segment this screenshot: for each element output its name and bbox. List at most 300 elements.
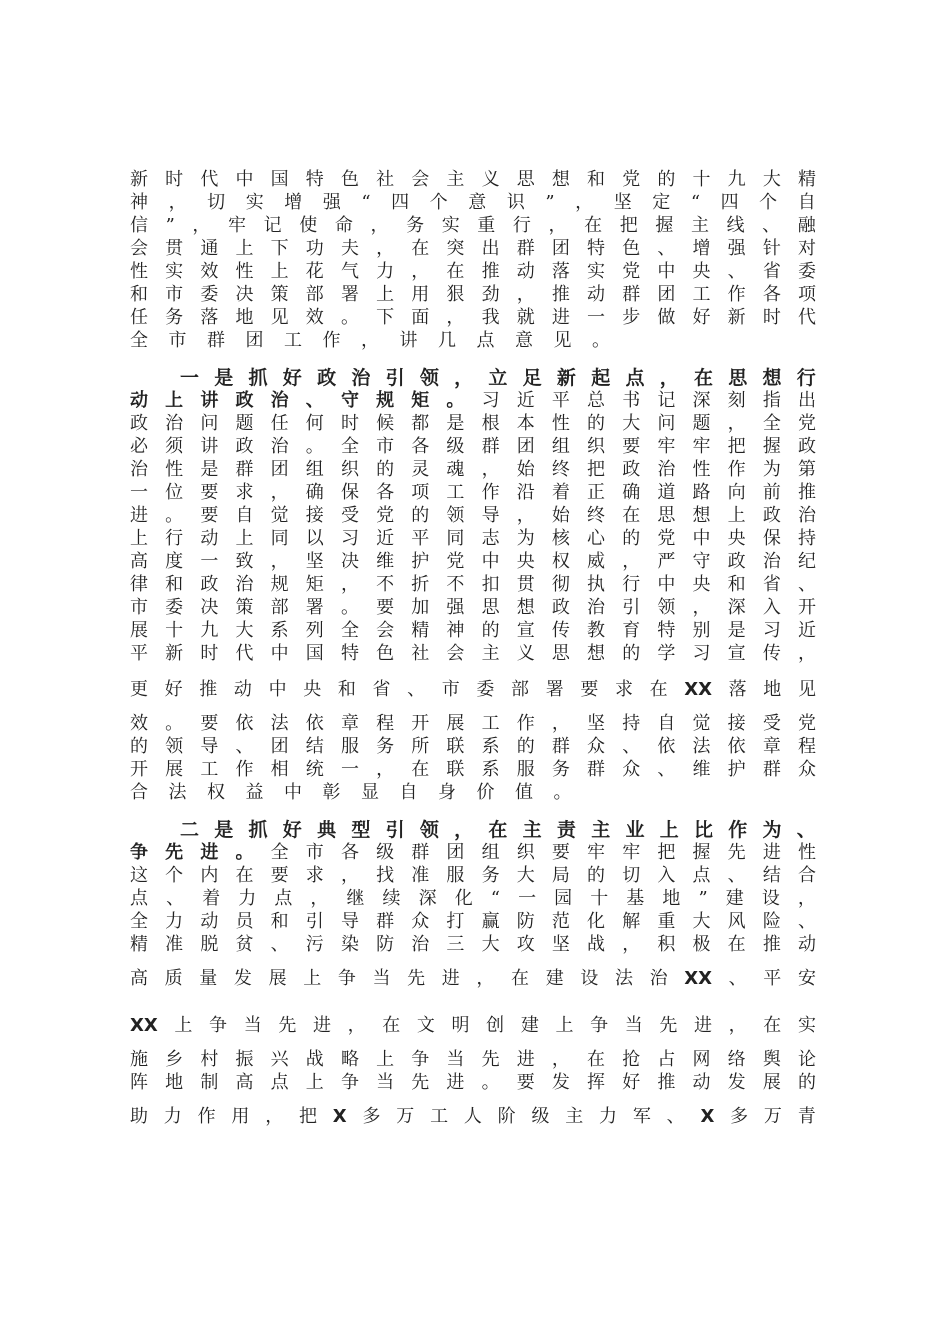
glyph: 发 [551, 1072, 570, 1093]
glyph: ， [454, 367, 474, 389]
glyph: 、 [727, 261, 746, 282]
glyph: 引 [385, 367, 405, 389]
glyph: 团 [446, 842, 465, 863]
glyph: 染 [340, 934, 359, 955]
glyph: 、 [797, 574, 816, 595]
glyph: 动 [200, 911, 219, 932]
glyph: 在 [727, 934, 746, 955]
glyph: 意 [515, 330, 533, 351]
glyph: 合 [797, 865, 816, 886]
glyph: 都 [411, 413, 430, 434]
glyph: 展 [165, 759, 184, 780]
glyph: 新 [556, 367, 576, 389]
glyph: 团 [516, 436, 535, 457]
glyph: 狠 [446, 284, 465, 305]
glyph: 一 [130, 482, 148, 503]
text-line [130, 283, 816, 307]
glyph: 主 [446, 169, 465, 190]
glyph: 进 [200, 842, 219, 863]
glyph: 中 [235, 169, 254, 190]
text-line [130, 191, 816, 215]
glyph: 点 [270, 1072, 289, 1093]
glyph: 级 [531, 1106, 550, 1127]
glyph: XX [130, 1015, 158, 1036]
glyph: 万 [763, 1106, 782, 1127]
glyph: 、 [727, 865, 746, 886]
glyph: 建 [520, 1015, 539, 1036]
glyph: ， [551, 1049, 570, 1070]
glyph: ， [516, 505, 535, 526]
glyph: 基 [626, 888, 645, 909]
glyph: 增 [284, 192, 303, 213]
text-line [130, 1048, 816, 1072]
glyph: 政 [797, 436, 816, 457]
glyph: 以 [305, 528, 324, 549]
glyph: 委 [165, 597, 184, 618]
glyph: 化 [587, 911, 606, 932]
glyph: 村 [200, 1049, 219, 1070]
glyph: 思 [551, 643, 570, 664]
glyph: 身 [438, 782, 456, 803]
glyph: 定 [652, 192, 671, 213]
glyph: 党 [797, 713, 816, 734]
glyph: 在 [693, 367, 713, 389]
glyph: 用 [411, 284, 430, 305]
glyph: 别 [692, 620, 711, 641]
glyph: 要 [376, 597, 395, 618]
glyph: 建 [545, 968, 564, 989]
glyph: 各 [340, 842, 359, 863]
glyph: ， [622, 551, 641, 572]
glyph: 略 [340, 1049, 359, 1070]
glyph: 志 [481, 528, 500, 549]
glyph: 市 [130, 597, 148, 618]
glyph: 结 [305, 736, 324, 757]
glyph: 动 [587, 284, 606, 305]
glyph: 会 [411, 169, 430, 190]
text-line [130, 573, 816, 597]
glyph: 度 [165, 551, 184, 572]
glyph: 市 [305, 842, 324, 863]
glyph: 为 [516, 528, 535, 549]
glyph: 争 [130, 842, 148, 863]
glyph: 各 [376, 482, 395, 503]
glyph: 新 [727, 307, 746, 328]
glyph: 主 [591, 819, 611, 841]
glyph: 出 [481, 238, 500, 259]
glyph: 依 [235, 713, 254, 734]
glyph: 合 [130, 782, 148, 803]
glyph: 先 [481, 1049, 500, 1070]
glyph: 求 [235, 482, 254, 503]
glyph: 力 [163, 1106, 182, 1127]
glyph: 项 [411, 482, 430, 503]
glyph: 问 [657, 413, 676, 434]
glyph: 一 [587, 307, 606, 328]
text-line [130, 214, 816, 238]
glyph: 记 [657, 390, 676, 411]
glyph: 在 [382, 1015, 401, 1036]
glyph: ， [659, 367, 679, 389]
glyph: 行 [796, 367, 816, 389]
glyph: 工 [446, 482, 465, 503]
glyph: 九 [727, 169, 746, 190]
glyph: 想 [551, 169, 570, 190]
text-line [130, 481, 816, 505]
glyph: ， [411, 261, 430, 282]
glyph: 抓 [248, 367, 268, 389]
glyph: 市 [168, 330, 187, 351]
glyph: 阵 [130, 1072, 148, 1093]
glyph: 质 [164, 968, 183, 989]
glyph: 作 [727, 284, 746, 305]
glyph: 大 [235, 620, 254, 641]
glyph: 局 [551, 865, 570, 886]
glyph: 保 [762, 528, 781, 549]
glyph: 创 [486, 1015, 505, 1036]
glyph: 推 [657, 1072, 676, 1093]
glyph: ， [575, 192, 594, 213]
glyph: 比 [693, 819, 713, 841]
glyph: 各 [762, 284, 781, 305]
glyph: 线 [726, 215, 745, 236]
glyph: 章 [340, 713, 359, 734]
glyph: 园 [554, 888, 573, 909]
glyph: 策 [235, 597, 254, 618]
glyph: 程 [376, 713, 395, 734]
glyph: ， [376, 759, 395, 780]
glyph: 深 [418, 888, 437, 909]
glyph: 会 [376, 620, 395, 641]
glyph: 入 [657, 865, 676, 886]
glyph: ， [340, 574, 359, 595]
glyph: 治 [649, 968, 668, 989]
glyph: 威 [587, 551, 606, 572]
glyph: 刻 [727, 390, 746, 411]
glyph: 在 [411, 238, 430, 259]
glyph: 育 [622, 620, 641, 641]
glyph: 十 [165, 620, 184, 641]
glyph: 平 [411, 528, 430, 549]
glyph: ， [797, 888, 816, 909]
glyph: 特 [657, 620, 676, 641]
glyph: 委 [200, 284, 219, 305]
glyph: 群 [587, 759, 606, 780]
glyph: 想 [692, 505, 711, 526]
glyph: 决 [235, 284, 254, 305]
glyph: 、 [166, 888, 185, 909]
glyph: 接 [727, 713, 746, 734]
glyph: 特 [587, 238, 606, 259]
glyph: 见 [553, 330, 572, 351]
glyph: 当 [446, 1049, 465, 1070]
glyph: 当 [372, 968, 391, 989]
glyph: 学 [657, 643, 676, 664]
glyph: 保 [340, 482, 359, 503]
glyph: 对 [797, 238, 816, 259]
glyph: 力 [165, 911, 184, 932]
glyph: 持 [622, 713, 641, 734]
glyph: 务 [406, 215, 425, 236]
glyph: 习 [481, 390, 500, 411]
glyph: 上 [659, 819, 679, 841]
glyph: 动 [797, 934, 816, 955]
glyph: 进 [762, 842, 781, 863]
glyph: 施 [130, 1049, 148, 1070]
glyph: 主 [565, 1106, 584, 1127]
glyph: 护 [727, 759, 746, 780]
glyph: 二 [180, 819, 200, 841]
glyph: 全 [130, 330, 148, 351]
text-line [130, 781, 816, 805]
glyph: 正 [587, 482, 606, 503]
glyph: XX [684, 968, 713, 989]
glyph: 组 [481, 842, 500, 863]
glyph: 全 [762, 413, 781, 434]
glyph: 劲 [481, 284, 500, 305]
glyph: 市 [165, 284, 184, 305]
glyph: 讲 [200, 390, 219, 411]
glyph: 中 [268, 679, 287, 700]
text-line [130, 412, 816, 436]
glyph: 所 [411, 736, 430, 757]
glyph: 更 [130, 679, 148, 700]
glyph: 贯 [165, 238, 184, 259]
glyph: 的 [130, 736, 148, 757]
glyph: 中 [481, 551, 500, 572]
glyph: 助 [130, 1106, 148, 1127]
text-line [130, 329, 816, 353]
text-line [130, 504, 816, 528]
glyph: 的 [376, 459, 395, 480]
text-line [130, 260, 816, 284]
glyph: 近 [797, 620, 816, 641]
glyph: 设 [761, 888, 780, 909]
glyph: 团 [551, 238, 570, 259]
glyph: 代 [200, 169, 219, 190]
glyph: 治 [270, 390, 289, 411]
glyph: 下 [376, 307, 395, 328]
glyph: 高 [130, 551, 148, 572]
glyph: 市 [441, 679, 460, 700]
glyph: 脱 [200, 934, 219, 955]
glyph: 不 [376, 574, 395, 595]
glyph: 挥 [587, 1072, 606, 1093]
glyph: 是 [214, 367, 234, 389]
glyph: 治 [130, 459, 148, 480]
glyph: 量 [199, 968, 218, 989]
glyph: 。 [165, 713, 184, 734]
glyph: ， [168, 192, 187, 213]
glyph: 精 [797, 169, 816, 190]
glyph: 央 [692, 574, 711, 595]
glyph: 发 [727, 1072, 746, 1093]
glyph: 政 [727, 551, 746, 572]
glyph: 确 [622, 482, 641, 503]
glyph: 阶 [497, 1106, 516, 1127]
glyph: 四 [391, 192, 410, 213]
glyph: 想 [516, 597, 535, 618]
glyph: 起 [591, 367, 611, 389]
glyph: 受 [762, 713, 781, 734]
glyph: 规 [270, 574, 289, 595]
glyph: 务 [376, 736, 395, 757]
text-line [130, 237, 816, 261]
glyph: 性 [797, 842, 816, 863]
glyph: 导 [200, 736, 219, 757]
glyph: 纪 [797, 551, 816, 572]
glyph: 联 [446, 736, 465, 757]
glyph: 争 [590, 1015, 609, 1036]
glyph: 价 [476, 782, 495, 803]
glyph: 性 [235, 261, 254, 282]
glyph: 众 [411, 911, 430, 932]
glyph: 好 [164, 679, 183, 700]
glyph: 宣 [727, 643, 746, 664]
glyph: 始 [551, 505, 570, 526]
glyph: 群 [207, 330, 225, 351]
glyph: 政 [762, 505, 781, 526]
glyph: 险 [762, 911, 781, 932]
glyph: 上 [555, 1015, 574, 1036]
glyph: 使 [299, 215, 318, 236]
glyph: 治 [351, 367, 371, 389]
glyph: 要 [622, 436, 641, 457]
glyph: 法 [692, 736, 711, 757]
glyph: 路 [692, 482, 711, 503]
glyph: 出 [797, 390, 816, 411]
glyph: 防 [376, 934, 395, 955]
glyph: 市 [376, 436, 395, 457]
glyph: 近 [516, 390, 535, 411]
glyph: 好 [282, 367, 302, 389]
glyph: 强 [727, 238, 746, 259]
glyph: 推 [551, 284, 570, 305]
glyph: 益 [245, 782, 264, 803]
glyph: 省 [762, 574, 781, 595]
glyph: 贫 [235, 934, 254, 955]
text-line [130, 527, 816, 551]
glyph: 重 [657, 911, 676, 932]
glyph: 作 [481, 482, 500, 503]
text-line [130, 967, 816, 991]
glyph: 继 [346, 888, 365, 909]
glyph: 用 [231, 1106, 250, 1127]
glyph: 在 [649, 679, 668, 700]
glyph: 把 [657, 842, 676, 863]
glyph: 和 [270, 911, 289, 932]
glyph: 近 [376, 528, 395, 549]
glyph: 推 [762, 934, 781, 955]
glyph: 特 [340, 643, 359, 664]
glyph: 续 [382, 888, 401, 909]
glyph: 依 [305, 713, 324, 734]
glyph: 宣 [516, 620, 535, 641]
glyph: 点 [274, 888, 293, 909]
text-line [130, 735, 816, 759]
glyph: 灵 [411, 459, 430, 480]
glyph: 点 [692, 865, 711, 886]
glyph: 明 [451, 1015, 470, 1036]
glyph: 在 [488, 819, 508, 841]
glyph: 。 [305, 436, 324, 457]
glyph: 严 [657, 551, 676, 572]
glyph: 代 [235, 643, 254, 664]
glyph: 先 [727, 842, 746, 863]
glyph: 牢 [657, 436, 676, 457]
glyph: 效 [200, 261, 219, 282]
glyph: 接 [305, 505, 324, 526]
glyph: 好 [692, 307, 711, 328]
glyph: 地 [763, 679, 782, 700]
glyph: 振 [235, 1049, 254, 1070]
glyph: “ [490, 888, 500, 909]
glyph: 发 [233, 968, 252, 989]
glyph: 夫 [340, 238, 359, 259]
glyph: 社 [411, 643, 430, 664]
glyph: XX [684, 679, 713, 700]
glyph: 会 [446, 643, 465, 664]
glyph: 导 [340, 911, 359, 932]
glyph: 自 [657, 713, 676, 734]
glyph: 作 [727, 459, 746, 480]
glyph: 把 [298, 1106, 317, 1127]
glyph: ， [454, 819, 474, 841]
glyph: 觉 [270, 505, 289, 526]
glyph: 三 [446, 934, 465, 955]
glyph: 抢 [622, 1049, 641, 1070]
glyph: 不 [446, 574, 465, 595]
glyph: 主 [481, 643, 500, 664]
text-line [130, 168, 816, 192]
glyph: 进 [694, 1015, 713, 1036]
glyph: 大 [622, 413, 641, 434]
glyph: 性 [165, 459, 184, 480]
glyph: 动 [130, 390, 148, 411]
glyph: 、 [235, 736, 254, 757]
glyph: 在 [235, 865, 254, 886]
glyph: 显 [361, 782, 379, 803]
glyph: 好 [622, 1072, 641, 1093]
glyph: 央 [516, 551, 535, 572]
glyph: 何 [305, 413, 324, 434]
glyph: 典 [317, 819, 337, 841]
glyph: 。 [592, 330, 610, 351]
glyph: 署 [305, 597, 324, 618]
glyph: “ [690, 192, 701, 213]
glyph: 开 [130, 759, 148, 780]
glyph: ， [270, 482, 289, 503]
glyph: 攻 [516, 934, 535, 955]
glyph: 风 [727, 911, 746, 932]
glyph: ， [516, 284, 535, 305]
glyph: 社 [376, 169, 395, 190]
glyph: 命 [334, 215, 353, 236]
glyph: 大 [516, 865, 535, 886]
glyph: 。 [235, 842, 254, 863]
glyph: 在 [587, 1049, 606, 1070]
glyph: 题 [235, 413, 254, 434]
glyph: 政 [622, 459, 641, 480]
glyph: 组 [305, 459, 324, 480]
glyph: 平 [551, 390, 570, 411]
glyph: 、 [657, 238, 676, 259]
glyph: 法 [168, 782, 187, 803]
glyph: 、 [305, 390, 324, 411]
glyph: 。 [165, 505, 184, 526]
glyph: 信 [130, 215, 148, 236]
glyph: 护 [411, 551, 430, 572]
